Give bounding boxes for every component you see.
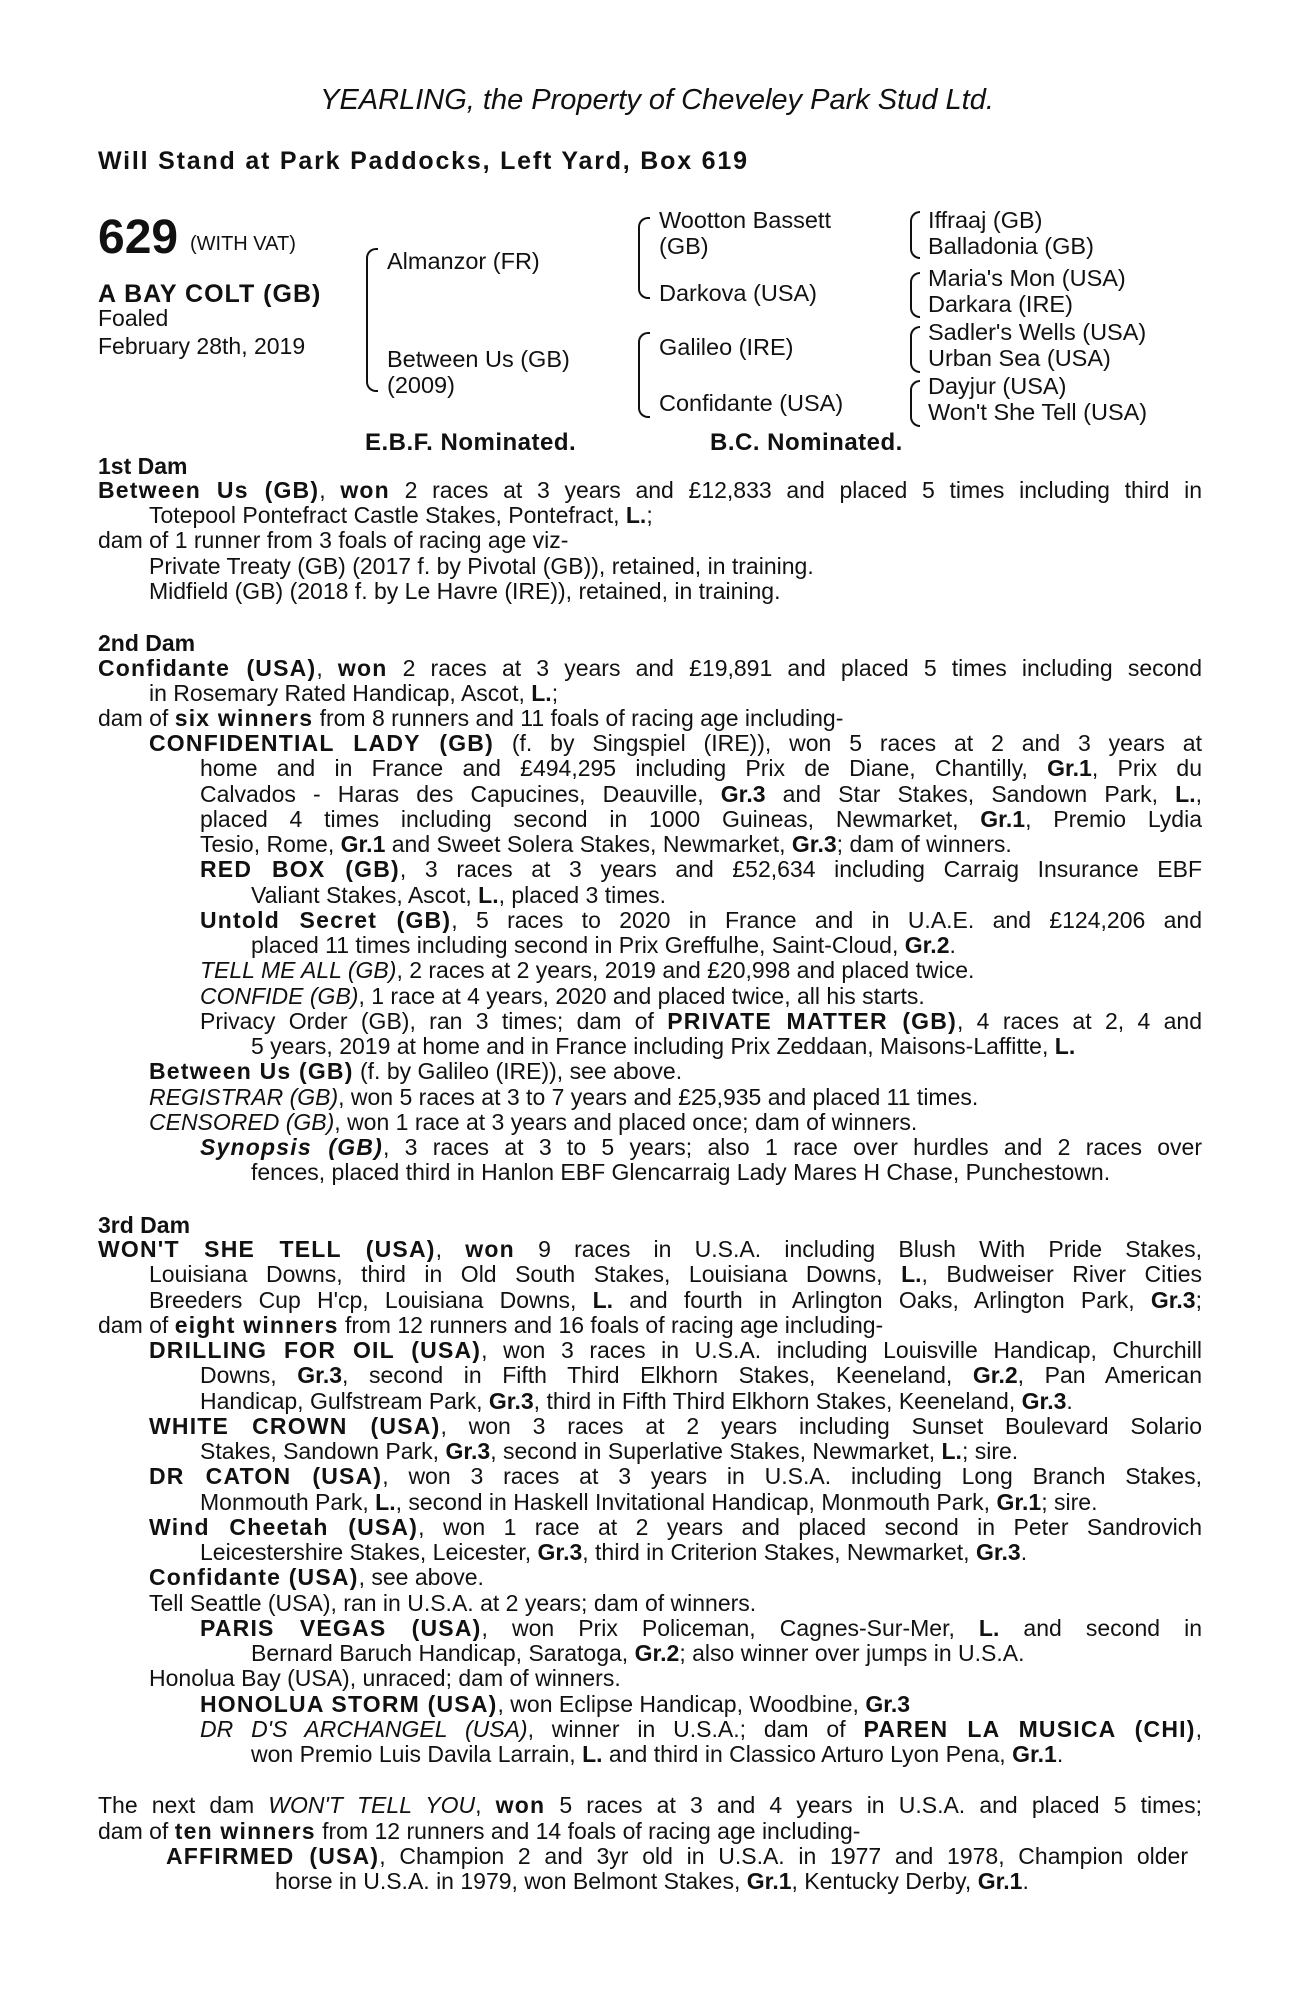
pedigree-dam-year: (2009)	[387, 372, 455, 398]
stand-location: Will Stand at Park Paddocks, Left Yard, Box 619	[98, 147, 749, 175]
third-dam-line: Breeders Cup H'cp, Louisiana Downs, L. and fourth in Arlington Oaks, Arlington Park, Gr.3;	[149, 1287, 1202, 1313]
second-dam-line: CONFIDENTIAL LADY (GB) (f. by Singspiel (IRE)), won 5 races at 2 and 3 years at	[149, 730, 1202, 756]
pedigree-sire-sire-country: (GB)	[659, 233, 709, 259]
vat-note: (WITH VAT)	[190, 233, 296, 255]
third-dam-line: DR D'S ARCHANGEL (USA), winner in U.S.A.; dam of PAREN LA MUSICA (CHI),	[200, 1716, 1202, 1742]
pedigree-gen3-2: Balladonia (GB)	[928, 233, 1094, 259]
pedigree-brace-dd	[910, 380, 920, 427]
pedigree-brace-ss	[910, 211, 920, 259]
third-dam-heading: 3rd Dam	[98, 1212, 191, 1238]
third-dam-line: WHITE CROWN (USA), won 3 races at 2 years including Sunset Boulevard Solario	[149, 1413, 1202, 1439]
second-dam-line: Synopsis (GB), 3 races at 3 to 5 years; also 1 race over hurdles and 2 races over	[200, 1134, 1202, 1160]
second-dam-line: fences, placed third in Hanlon EBF Glencarraig Lady Mares H Chase, Punchestown.	[251, 1159, 1111, 1185]
next-dam-line: AFFIRMED (USA), Champion 2 and 3yr old in U.S.A. in 1977 and 1978, Champion older	[166, 1843, 1189, 1869]
third-dam-line: PARIS VEGAS (USA), won Prix Policeman, Cagnes-Sur-Mer, L. and second in	[200, 1615, 1202, 1641]
second-dam-line: Privacy Order (GB), ran 3 times; dam of PRIVATE MATTER (GB), 4 races at 2, 4 and	[200, 1008, 1202, 1034]
page-title: YEARLING, the Property of Cheveley Park Stud Ltd.	[320, 84, 994, 116]
pedigree-gen3-5: Sadler's Wells (USA)	[928, 319, 1147, 345]
lot-number: 629	[98, 211, 179, 264]
lot-description: A BAY COLT (GB)	[98, 280, 322, 308]
third-dam-line: Downs, Gr.3, second in Fifth Third Elkhorn Stakes, Keeneland, Gr.2, Pan American	[200, 1362, 1202, 1388]
second-dam-line: Confidante (USA), won 2 races at 3 years and £19,891 and placed 5 times including second	[98, 655, 1202, 681]
third-dam-line: WON'T SHE TELL (USA), won 9 races in U.S.A. including Blush With Pride Stakes,	[98, 1236, 1202, 1262]
bc-nomination: B.C. Nominated.	[710, 429, 903, 456]
second-dam-line: placed 4 times including second in 1000 Guineas, Newmarket, Gr.1, Premio Lydia	[200, 806, 1202, 832]
second-dam-line: 5 years, 2019 at home and in France including Prix Zeddaan, Maisons-Laffitte, L.	[251, 1033, 1076, 1059]
pedigree-gen3-8: Won't She Tell (USA)	[928, 399, 1148, 425]
first-dam-line: Between Us (GB), won 2 races at 3 years and £12,833 and placed 5 times including third in	[98, 477, 1202, 503]
next-dam-line: dam of ten winners from 12 runners and 14 foals of racing age including-	[98, 1818, 861, 1844]
third-dam-line: Wind Cheetah (USA), won 1 race at 2 years and placed second in Peter Sandrovich	[149, 1514, 1202, 1540]
second-dam-line: Between Us (GB) (f. by Galileo (IRE)), see above.	[149, 1058, 683, 1084]
second-dam-line: Valiant Stakes, Ascot, L., placed 3 times.	[251, 882, 667, 908]
next-dam-line: horse in U.S.A. in 1979, won Belmont Stakes, Gr.1, Kentucky Derby, Gr.1.	[275, 1868, 1029, 1894]
third-dam-line: Stakes, Sandown Park, Gr.3, second in Superlative Stakes, Newmarket, L.; sire.	[200, 1438, 1019, 1464]
first-dam-line: Private Treaty (GB) (2017 f. by Pivotal (GB)), retained, in training.	[149, 553, 814, 579]
next-dam-line: The next dam WON'T TELL YOU, won 5 races at 3 and 4 years in U.S.A. and placed 5 times;	[98, 1792, 1202, 1818]
second-dam-line: Calvados - Haras des Capucines, Deauville, Gr.3 and Star Stakes, Sandown Park, L.,	[200, 781, 1202, 807]
third-dam-line: Confidante (USA), see above.	[149, 1564, 484, 1590]
second-dam-line: Untold Secret (GB), 5 races to 2020 in France and in U.A.E. and £124,206 and	[200, 907, 1202, 933]
third-dam-line: dam of eight winners from 12 runners and 16 foals of racing age including-	[98, 1312, 884, 1338]
second-dam-line: home and in France and £494,295 including Prix de Diane, Chantilly, Gr.1, Prix du	[200, 755, 1202, 781]
pedigree-gen3-7: Dayjur (USA)	[928, 373, 1067, 399]
pedigree-brace-sd	[910, 272, 920, 318]
foaled-date: February 28th, 2019	[98, 333, 306, 359]
third-dam-line: Bernard Baruch Handicap, Saratoga, Gr.2; also winner over jumps in U.S.A.	[251, 1640, 1025, 1666]
third-dam-line: HONOLUA STORM (USA), won Eclipse Handicap, Woodbine, Gr.3	[200, 1691, 911, 1717]
pedigree-dam-dam: Confidante (USA)	[659, 390, 844, 416]
third-dam-line: Handicap, Gulfstream Park, Gr.3, third in Fifth Third Elkhorn Stakes, Keeneland, Gr.3.	[200, 1388, 1073, 1414]
second-dam-line: RED BOX (GB), 3 races at 3 years and £52,634 including Carraig Insurance EBF	[200, 856, 1202, 882]
second-dam-line: REGISTRAR (GB), won 5 races at 3 to 7 years and £25,935 and placed 11 times.	[149, 1084, 979, 1110]
pedigree-brace-dam	[638, 332, 650, 418]
first-dam-line: Midfield (GB) (2018 f. by Le Havre (IRE)), retained, in training.	[149, 578, 781, 604]
pedigree-gen3-4: Darkara (IRE)	[928, 291, 1073, 317]
pedigree-sire-dam: Darkova (USA)	[659, 280, 818, 306]
foaled-label: Foaled	[98, 305, 169, 331]
third-dam-line: Monmouth Park, L., second in Haskell Invitational Handicap, Monmouth Park, Gr.1; sire.	[200, 1489, 1098, 1515]
ebf-nomination: E.B.F. Nominated.	[365, 429, 577, 456]
pedigree-sire: Almanzor (FR)	[387, 248, 540, 274]
third-dam-line: Leicestershire Stakes, Leicester, Gr.3, third in Criterion Stakes, Newmarket, Gr.3.	[200, 1539, 1028, 1565]
pedigree-gen3-1: Iffraaj (GB)	[928, 207, 1043, 233]
first-dam-heading: 1st Dam	[98, 453, 188, 479]
third-dam-line: DRILLING FOR OIL (USA), won 3 races in U.S.A. including Louisville Handicap, Churchill	[149, 1337, 1202, 1363]
first-dam-line: dam of 1 runner from 3 foals of racing age viz-	[98, 527, 569, 553]
second-dam-line: placed 11 times including second in Prix Greffulhe, Saint-Cloud, Gr.2.	[251, 932, 956, 958]
third-dam-line: Tell Seattle (USA), ran in U.S.A. at 2 years; dam of winners.	[149, 1590, 757, 1616]
second-dam-line: CONFIDE (GB), 1 race at 4 years, 2020 and placed twice, all his starts.	[200, 983, 925, 1009]
pedigree-sire-sire: Wootton Bassett	[659, 207, 831, 233]
pedigree-dam-sire: Galileo (IRE)	[659, 334, 794, 360]
pedigree-dam: Between Us (GB)	[387, 346, 570, 372]
first-dam-line: Totepool Pontefract Castle Stakes, Pontefract, L.;	[149, 502, 653, 528]
second-dam-line: Tesio, Rome, Gr.1 and Sweet Solera Stakes, Newmarket, Gr.3; dam of winners.	[200, 831, 1012, 857]
second-dam-heading: 2nd Dam	[98, 630, 196, 656]
pedigree-brace-sire	[638, 217, 650, 299]
third-dam-line: DR CATON (USA), won 3 races at 3 years in U.S.A. including Long Branch Stakes,	[149, 1463, 1202, 1489]
second-dam-line: dam of six winners from 8 runners and 11 foals of racing age including-	[98, 705, 844, 731]
pedigree-brace-gen1	[366, 248, 378, 392]
third-dam-line: won Premio Luis Davila Larrain, L. and third in Classico Arturo Lyon Pena, Gr.1.	[251, 1741, 1064, 1767]
pedigree-gen3-3: Maria's Mon (USA)	[928, 265, 1126, 291]
third-dam-line: Honolua Bay (USA), unraced; dam of winners.	[149, 1665, 621, 1691]
second-dam-line: CENSORED (GB), won 1 race at 3 years and placed once; dam of winners.	[149, 1109, 918, 1135]
pedigree-brace-ds	[910, 326, 920, 373]
third-dam-line: Louisiana Downs, third in Old South Stakes, Louisiana Downs, L., Budweiser River Cities	[149, 1261, 1202, 1287]
second-dam-line: TELL ME ALL (GB), 2 races at 2 years, 2019 and £20,998 and placed twice.	[200, 957, 975, 983]
pedigree-gen3-6: Urban Sea (USA)	[928, 345, 1111, 371]
second-dam-line: in Rosemary Rated Handicap, Ascot, L.;	[149, 680, 559, 706]
